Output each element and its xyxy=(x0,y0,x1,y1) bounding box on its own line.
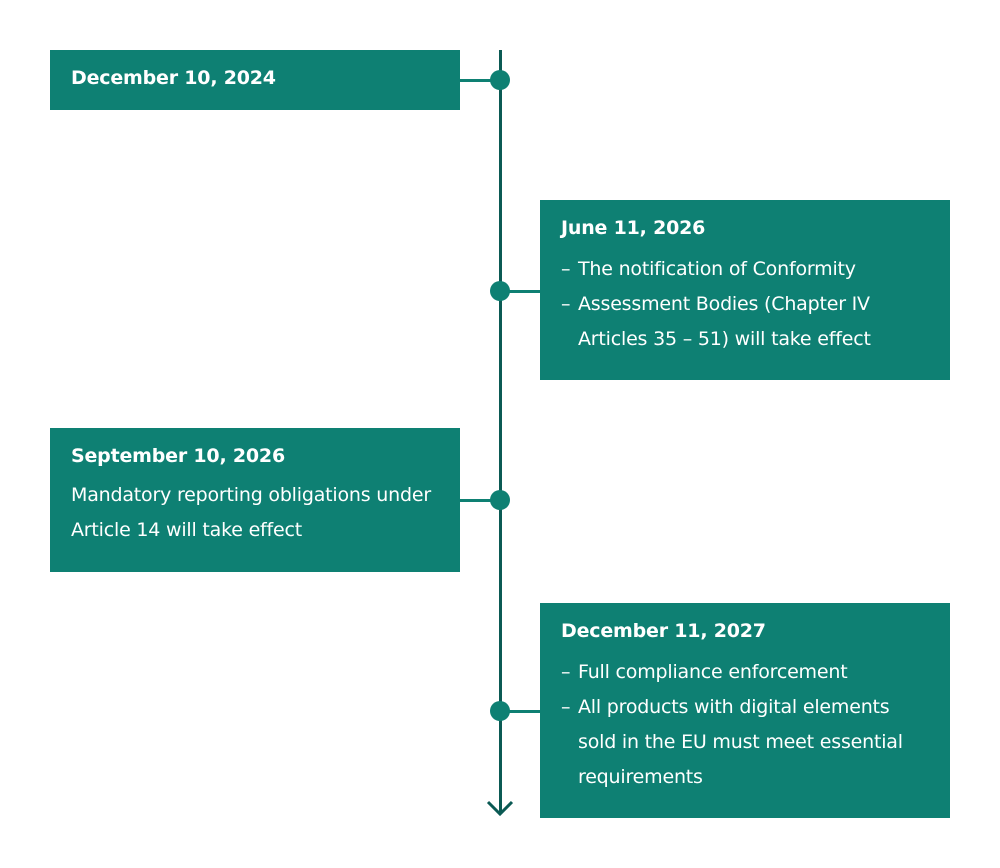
timeline-dot xyxy=(490,281,510,301)
timeline-event-dec-2024 xyxy=(50,50,460,110)
event-item: – The notification of Conformity xyxy=(561,252,930,287)
event-date: June 11, 2026 xyxy=(561,217,706,239)
event-date: September 10, 2026 xyxy=(71,445,285,467)
event-item: – Assessment Bodies (Chapter IV Articles 35 – 51) will take effect xyxy=(561,287,930,357)
timeline-axis xyxy=(499,50,502,814)
event-items xyxy=(561,655,930,795)
event-items xyxy=(561,252,930,357)
timeline-dot xyxy=(490,490,510,510)
timeline-event-dec-2027 xyxy=(540,603,950,818)
timeline-event-jun-2026 xyxy=(540,200,950,380)
timeline-event-sep-2026 xyxy=(50,428,460,572)
event-item: – All products with digital elements sold in the EU must meet essential requirements xyxy=(561,690,930,795)
event-date: December 11, 2027 xyxy=(561,620,766,642)
timeline-dot xyxy=(490,70,510,90)
arrow-down-icon xyxy=(486,798,514,818)
event-description: Mandatory reporting obligations under Article 14 will take effect xyxy=(71,484,431,541)
event-item: – Full compliance enforcement xyxy=(561,655,930,690)
event-date: December 10, 2024 xyxy=(71,67,276,89)
timeline-dot xyxy=(490,701,510,721)
